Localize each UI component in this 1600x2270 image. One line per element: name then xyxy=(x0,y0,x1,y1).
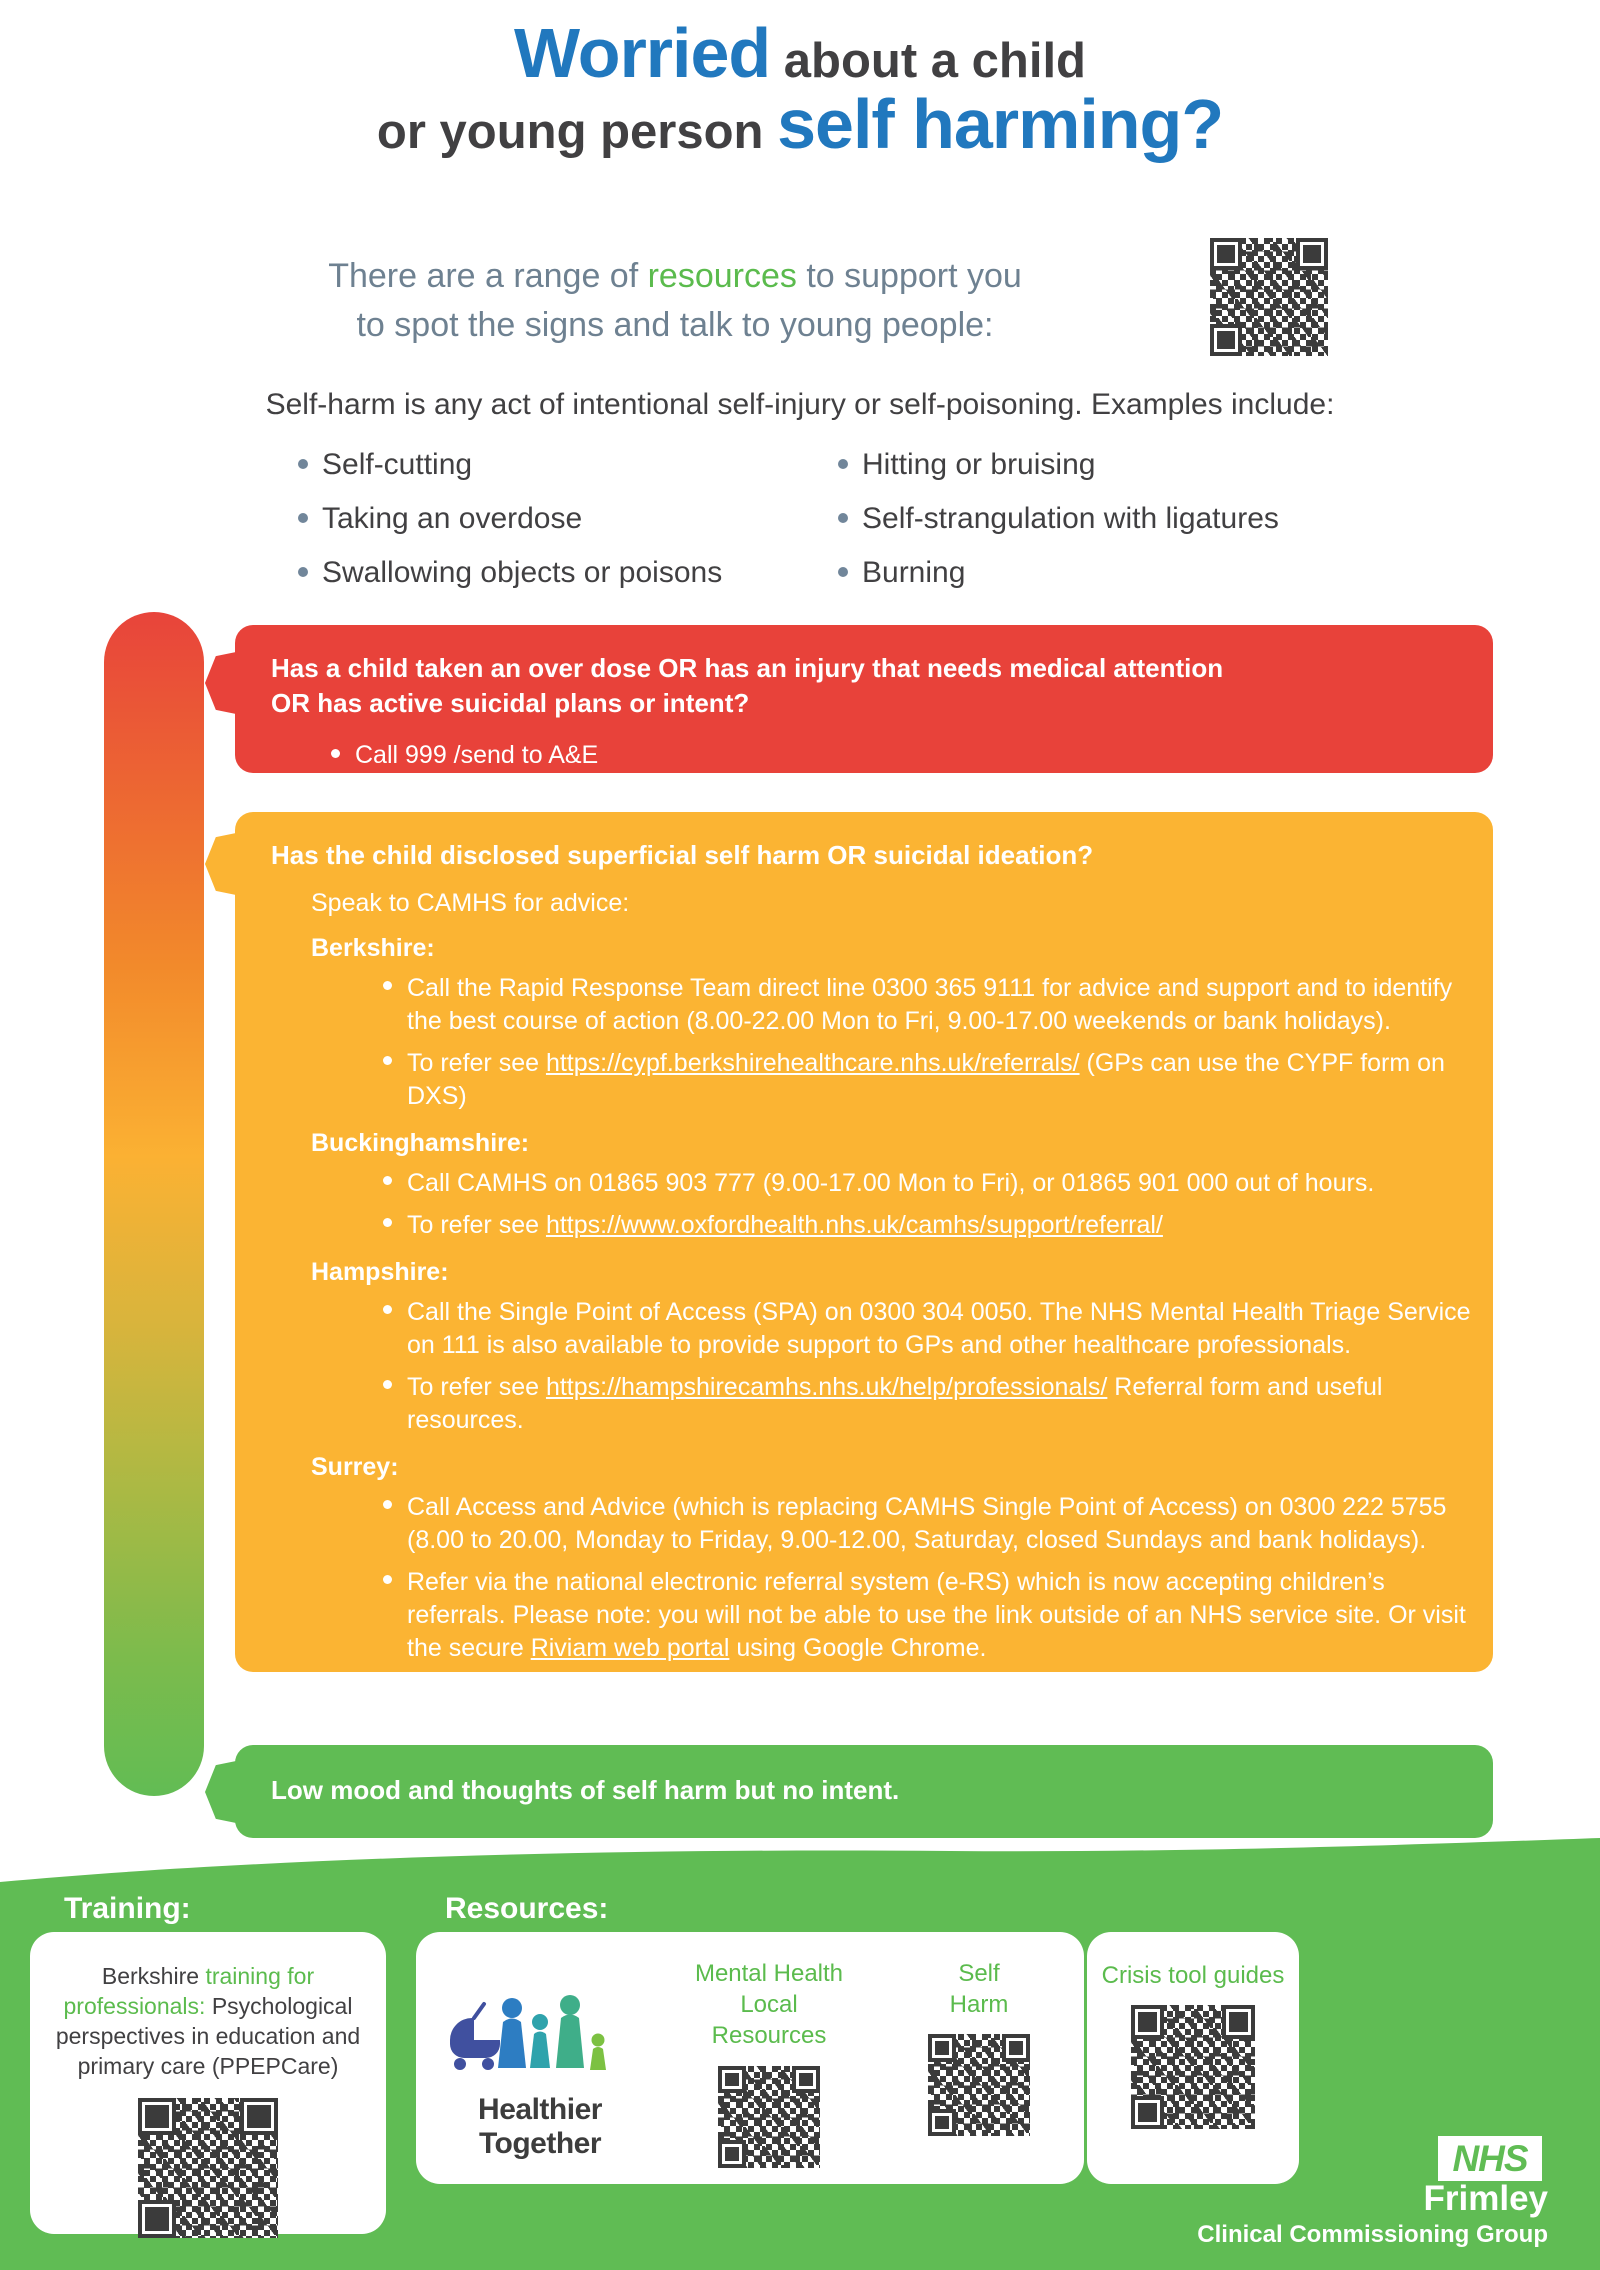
bullet-text: To refer see xyxy=(407,1049,546,1078)
crisis-qr-label: Crisis tool guides xyxy=(1101,1962,1285,1989)
qr-finder-icon xyxy=(1210,324,1242,356)
examples-column-right xyxy=(862,448,1279,610)
resources-card xyxy=(416,1932,1084,2184)
subtitle-line-2: to spot the signs and talk to young people: xyxy=(356,306,994,345)
advice-bullet xyxy=(407,1491,1487,1557)
page-title xyxy=(30,14,1570,164)
list-item: Self-strangulation with ligatures xyxy=(862,502,1279,535)
qr-finder-icon xyxy=(1131,2005,1164,2038)
speech-pointer xyxy=(205,832,241,896)
org-ccg: Clinical Commissioning Group xyxy=(1197,2220,1548,2248)
training-text-pre: Berkshire xyxy=(101,1963,206,1989)
title-rest-2: or young person xyxy=(376,105,778,160)
nhs-logo xyxy=(1438,2136,1542,2181)
title-accent-worried: Worried xyxy=(514,14,771,92)
section-surrey: Surrey: xyxy=(311,1453,399,1482)
title-line-2 xyxy=(30,85,1570,164)
severity-gradient-bar xyxy=(104,612,204,1796)
section-berkshire: Berkshire: xyxy=(311,934,435,963)
mental-health-qr-block xyxy=(664,1932,874,2173)
subtitle xyxy=(170,252,1180,351)
mental-health-qr-label: Mental Health Local Resources xyxy=(694,1960,844,2050)
bullet-text: Call the Rapid Response Team direct line 0300 365 9111 for advice and support and to identify the best course of action (8.00-22.00 Mon to Fri, 9.00-17.00 weekends or bank holidays). xyxy=(407,974,1453,1036)
advice-bullet xyxy=(407,1371,1487,1437)
referral-link[interactable]: https://cypf.berkshirehealthcare.nhs.uk/referrals/ xyxy=(545,1049,1080,1078)
qr-finder-icon xyxy=(1002,2034,1030,2062)
qr-finder-icon xyxy=(1222,2005,1255,2038)
title-accent-self-harming: self harming? xyxy=(777,85,1224,164)
training-text-post: Psychological perspectives in education and primary care (PPEPCare) xyxy=(55,1992,361,2079)
subtitle-post: to support you xyxy=(796,257,1022,295)
red-question-line-2: OR has active suicidal plans or intent? xyxy=(271,688,750,719)
training-card xyxy=(30,1932,386,2234)
examples-column-left xyxy=(322,448,722,610)
qr-finder-icon xyxy=(928,2034,956,2062)
subtitle-line-1 xyxy=(170,252,1180,301)
qr-finder-icon xyxy=(1210,238,1242,270)
amber-intro: Speak to CAMHS for advice: xyxy=(311,889,630,918)
list-item: Taking an overdose xyxy=(322,502,722,535)
bullet-text: using Google Chrome. xyxy=(729,1634,987,1663)
advice-bullet xyxy=(407,972,1487,1038)
qr-finder-icon xyxy=(1131,2096,1164,2129)
referral-link[interactable]: https://www.oxfordhealth.nhs.uk/camhs/support/referral/ xyxy=(545,1211,1163,1240)
qr-finder-icon xyxy=(240,2098,278,2136)
qr-finder-icon xyxy=(138,2098,176,2136)
footer-wave-edge xyxy=(0,1836,1600,1892)
crisis-qr-code xyxy=(1131,2005,1255,2129)
resources-heading: Resources: xyxy=(445,1892,609,1925)
advice-bullet xyxy=(407,1167,1487,1200)
red-action-bullet: Call 999 /send to A&E xyxy=(355,741,1453,770)
qr-finder-icon xyxy=(138,2200,176,2238)
healthier-together-label: Healthier Together xyxy=(478,2093,602,2160)
training-qr-code xyxy=(138,2098,278,2238)
training-heading: Training: xyxy=(64,1892,191,1925)
self-harm-qr-block xyxy=(874,1932,1084,2141)
qr-finder-icon xyxy=(1296,238,1328,270)
emergency-red-box xyxy=(235,625,1493,773)
bullet-text: (GPs can use the CYPF form on DXS) xyxy=(407,1049,1445,1111)
bullet-text: Referral form and useful resources. xyxy=(407,1373,1383,1435)
section-buckinghamshire: Buckinghamshire: xyxy=(311,1129,530,1158)
crisis-tools-card xyxy=(1087,1932,1299,2184)
list-item: Self-cutting xyxy=(322,448,722,481)
qr-finder-icon xyxy=(928,2109,956,2137)
org-frimley: Frimley xyxy=(1423,2179,1548,2218)
green-label: Low mood and thoughts of self harm but no intent. xyxy=(271,1775,900,1805)
section-hampshire: Hampshire: xyxy=(311,1258,449,1287)
riviam-portal-link[interactable]: Riviam web portal xyxy=(530,1634,730,1663)
subtitle-pre: There are a range of xyxy=(328,257,648,295)
list-item: Hitting or bruising xyxy=(862,448,1279,481)
bullet-text: Refer via the national electronic referral system (e-RS) which is now accepting children’s referrals. Please note: you will not be able to use the link outside of an NHS service site. Or visit the secure xyxy=(407,1568,1466,1663)
low-risk-green-box xyxy=(235,1745,1493,1838)
organisation-name xyxy=(1197,2180,1548,2250)
advice-bullet xyxy=(407,1047,1487,1113)
self-harm-qr-label: Self Harm xyxy=(949,1960,1009,2019)
qr-finder-icon xyxy=(792,2066,820,2094)
list-item: Burning xyxy=(862,556,1279,589)
amber-question: Has the child disclosed superficial self harm OR suicidal ideation? xyxy=(271,840,1094,870)
advice-bullet xyxy=(407,1566,1487,1665)
bullet-text: To refer see xyxy=(407,1373,546,1402)
bullet-text: Call CAMHS on 01865 903 777 (9.00-17.00 Mon to Fri), or 01865 901 000 out of hours. xyxy=(407,1169,1375,1198)
advice-bullet xyxy=(407,1209,1487,1242)
list-item: Swallowing objects or poisons xyxy=(322,556,723,589)
bullet-text: To refer see xyxy=(407,1211,546,1240)
red-question-line-1: Has a child taken an over dose OR has an injury that needs medical attention xyxy=(271,653,1224,683)
nhs-logo-text: NHS xyxy=(1452,2137,1528,2179)
title-rest-1: about a child xyxy=(770,34,1086,88)
training-card-text xyxy=(30,1932,386,2082)
resources-qr-code xyxy=(1210,238,1328,356)
bullet-text: Call the Single Point of Access (SPA) on 0300 304 0050. The NHS Mental Health Triage Service on 111 is also available to provide support to GPs and other healthcare professionals. xyxy=(407,1298,1471,1360)
title-line-1 xyxy=(30,14,1570,92)
qr-finder-icon xyxy=(718,2140,746,2168)
self-harm-qr-code xyxy=(928,2034,1030,2136)
bullet-text: Call Access and Advice (which is replacing CAMHS Single Point of Access) on 0300 222 5755 (8.00 to 20.00, Monday to Friday, 9.00-12.00, Saturday, closed Sundays and bank holidays). xyxy=(407,1493,1447,1555)
speech-pointer xyxy=(205,651,241,715)
healthier-together-block xyxy=(416,1932,664,2161)
camhs-amber-box xyxy=(235,812,1493,1672)
definition-text: Self-harm is any act of intentional self-injury or self-poisoning. Examples include: xyxy=(265,388,1335,421)
subtitle-resources-word: resources xyxy=(647,257,797,295)
advice-bullet xyxy=(407,1296,1487,1362)
referral-link[interactable]: https://hampshirecamhs.nhs.uk/help/professionals/ xyxy=(545,1373,1108,1402)
speech-pointer xyxy=(205,1760,241,1824)
training-text-green: training for professionals: xyxy=(63,1963,315,2019)
qr-finder-icon xyxy=(718,2066,746,2094)
mental-health-qr-code xyxy=(718,2066,820,2168)
healthier-together-logo xyxy=(440,1990,640,2086)
